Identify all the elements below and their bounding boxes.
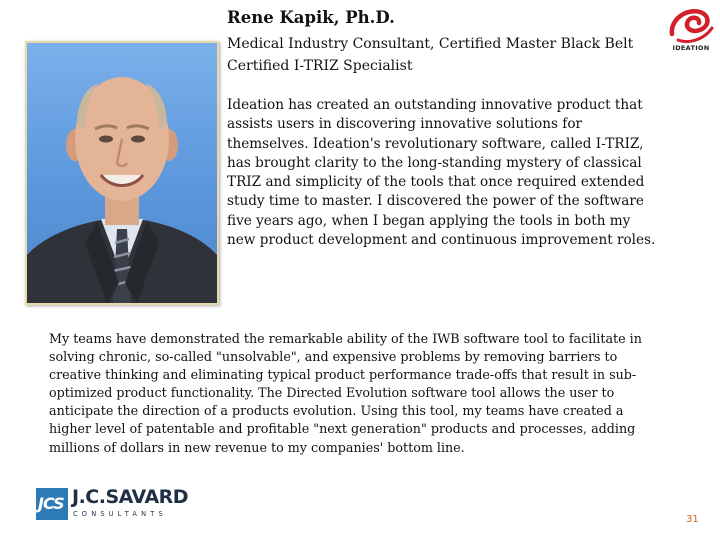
jc-savard-logo: [36, 486, 189, 522]
jcs-mark-text: JCS: [38, 494, 64, 513]
portrait-illustration: [27, 43, 217, 303]
testimonial-paragraph-1: [227, 96, 719, 250]
person-name: Rene Kapik, Ph.D.: [227, 8, 395, 27]
jcs-tagline: CONSULTANTS: [73, 510, 167, 518]
ideation-wordmark: IDEATION: [672, 44, 710, 52]
title-line-1: Medical Industry Consultant, Certified Master Black Belt: [227, 36, 634, 52]
paragraph1-line: study time to master. I discovered the power of the software: [227, 193, 644, 210]
paragraph1-line: Ideation has created an outstanding innovative product that: [227, 97, 643, 113]
paragraph2-line: higher level of patentable and profitable "next generation" products and processes, adding: [49, 421, 636, 437]
paragraph1-line: has brought clarity to the long-standing mystery of classical: [227, 154, 642, 171]
paragraph2-line: creative thinking and eliminating typical product performance trade-offs that result in sub-: [49, 367, 637, 383]
jcs-wordmark: J.C.SAVARD: [72, 486, 189, 508]
paragraph1-line: TRIZ and simplicity of the tools that once required extended: [227, 174, 645, 191]
title-line-2: Certified I-TRIZ Specialist: [227, 58, 413, 74]
paragraph1-line: assists users in discovering innovative solutions for: [227, 116, 583, 133]
paragraph1-line: themselves. Ideation's revolutionary software, called I-TRIZ,: [227, 135, 644, 152]
testimonial-paragraph-2: [49, 330, 709, 457]
paragraph2-line: My teams have demonstrated the remarkable ability of the IWB software tool to facilitate in: [49, 331, 642, 346]
paragraph2-line: anticipate the direction of a products evolution. Using this tool, my teams have created a: [49, 403, 624, 419]
paragraph2-line: millions of dollars in new revenue to my companies' bottom line.: [49, 439, 465, 455]
person-titles: [227, 33, 633, 77]
paragraph1-line: new product development and continuous improvement roles.: [227, 232, 656, 249]
paragraph2-line: optimized product functionality. The Directed Evolution software tool allows the user to: [49, 385, 615, 401]
paragraph2-line: solving chronic, so-called "unsolvable", and expensive problems by removing barriers to: [49, 349, 618, 365]
ideation-swirl-icon: [664, 4, 718, 46]
ideation-logo: [664, 4, 718, 54]
jcs-mark-icon: [36, 488, 68, 520]
page-number: 31: [686, 514, 699, 525]
portrait-photo: [25, 41, 219, 305]
paragraph1-line: five years ago, when I began applying the tools in both my: [227, 212, 631, 229]
